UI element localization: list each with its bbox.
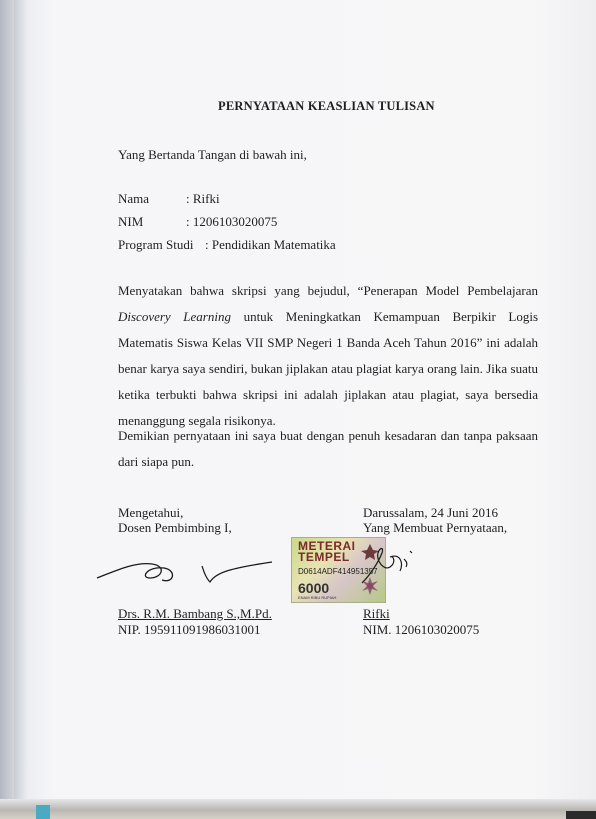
field-label-nim: NIM	[118, 214, 144, 229]
binding-edge	[0, 0, 14, 819]
intro-text: Yang Bertanda Tangan di bawah ini,	[118, 147, 307, 162]
cover-tab	[36, 805, 50, 819]
statement-italic: Discovery Learning	[118, 309, 231, 324]
left-sign-id: NIP. 195911091986031001	[118, 622, 261, 637]
stamp-line2: TEMPEL	[298, 550, 350, 564]
right-sign-id: NIM. 1206103020075	[363, 622, 480, 637]
statement-paragraph	[118, 278, 538, 434]
left-sign-name: Drs. R.M. Bambang S.,M.Pd.	[118, 606, 272, 621]
document-title: PERNYATAAN KEASLIAN TULISAN	[218, 99, 435, 113]
student-signature	[360, 543, 420, 588]
closing-paragraph: Demikian pernyataan ini saya buat dengan penuh kesadaran dan tanpa paksaan dari siapa pun.	[118, 428, 538, 469]
right-sign-line2: Yang Membuat Pernyataan,	[363, 520, 508, 535]
stamp-subtext: ENAM RIBU RUPIAH	[298, 595, 337, 600]
right-sign-name: Rifki	[363, 606, 390, 621]
right-sign-line1: Darussalam, 24 Juni 2016	[363, 505, 499, 520]
statement-part1: Menyatakan bahwa skripsi yang bejudul, “Penerapan Model Pembelajaran	[118, 283, 538, 298]
stamp-line1: METERAI	[298, 539, 356, 553]
left-sign-line1: Mengetahui,	[118, 505, 184, 520]
scan-bottom-edge	[0, 799, 596, 819]
supervisor-signature	[92, 550, 292, 590]
statement-part2: untuk Meningkatkan Kemampuan Berpikir Logis Matematis Siswa Kelas VII SMP Negeri 1 Banda Aceh Tahun 2016” ini adalah benar karya saya sendiri, bukan jiplakan atau plagiat karya orang lain. Jika suatu ketika terbukti bahwa skripsi ini adalah jiplakan atau plagiat, saya bersedia menanggung segala risikonya.	[118, 309, 538, 428]
field-value-prodi: : Pendidikan Matematika	[205, 237, 336, 252]
field-value-nim: : 1206103020075	[186, 214, 278, 229]
field-label-nama: Nama	[118, 191, 150, 206]
stamp-value: 6000	[298, 580, 330, 596]
field-value-nama: : Rifki	[186, 191, 220, 206]
stamp-code: D0614ADF414951357	[298, 567, 378, 576]
field-label-prodi: Program Studi	[118, 237, 194, 252]
left-sign-line2: Dosen Pembimbing I,	[118, 520, 232, 535]
scan-corner-shadow	[566, 811, 596, 819]
